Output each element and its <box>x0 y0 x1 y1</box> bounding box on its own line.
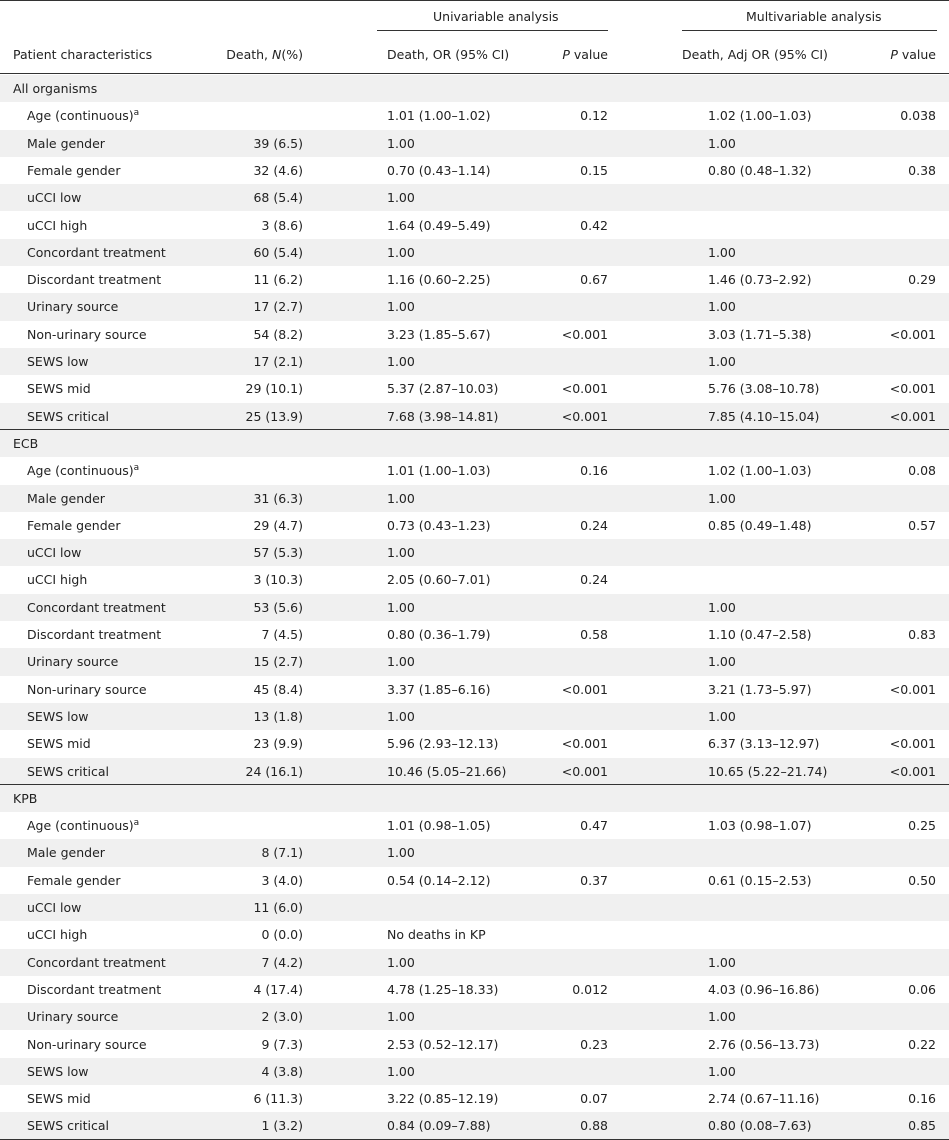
row-adj-or: 1.46 (0.73–2.92) <box>708 272 812 288</box>
section-title: All organisms <box>13 81 98 96</box>
row-characteristic: Female gender <box>27 162 121 178</box>
row-death-n: 68 (5.4) <box>253 190 303 206</box>
table-row-shade <box>0 1058 949 1085</box>
row-death-n: 39 (6.5) <box>253 135 303 151</box>
section-row <box>0 75 949 102</box>
row-death-or: 0.54 (0.14–2.12) <box>387 872 491 888</box>
row-adj-or: 2.76 (0.56–13.73) <box>708 1036 820 1052</box>
row-death-or: 3.23 (1.85–5.67) <box>387 326 491 342</box>
row-characteristic: Urinary source <box>27 1009 119 1025</box>
row-characteristic: SEWS critical <box>27 1118 109 1134</box>
row-characteristic: Non-urinary source <box>27 1036 147 1052</box>
row-p-value-adj: <0.001 <box>889 763 936 779</box>
row-death-or: 3.37 (1.85–6.16) <box>387 681 491 697</box>
row-death-n: 9 (7.3) <box>261 1036 303 1052</box>
row-death-or: 10.46 (5.05–21.66) <box>387 763 507 779</box>
row-adj-or: 1.00 <box>708 708 736 724</box>
row-death-or: 1.01 (1.00–1.03) <box>387 463 491 479</box>
row-death-or: 1.00 <box>387 490 415 506</box>
row-p-value-adj: 0.50 <box>908 872 936 888</box>
row-characteristic-text: Age (continuous) <box>27 463 134 479</box>
row-death-or: No deaths in KP <box>387 927 486 943</box>
row-p-value: 0.16 <box>580 463 608 479</box>
row-characteristic: Male gender <box>27 135 105 151</box>
row-death-n: 11 (6.0) <box>253 900 303 915</box>
row-death-or: 0.73 (0.43–1.23) <box>387 517 491 533</box>
row-characteristic: SEWS mid <box>27 1091 91 1107</box>
row-death-or: 5.96 (2.93–12.13) <box>387 736 499 752</box>
row-p-value-adj: 0.85 <box>908 1118 936 1134</box>
row-death-n: 32 (4.6) <box>253 162 303 178</box>
row-death-n: 25 (13.9) <box>245 408 303 424</box>
row-p-value: 0.47 <box>580 818 608 834</box>
row-p-value-adj: 0.83 <box>908 627 936 642</box>
row-characteristic: SEWS critical <box>27 763 109 779</box>
row-characteristic: Non-urinary source <box>27 326 147 342</box>
row-p-value: <0.001 <box>561 736 608 752</box>
row-adj-or: 1.10 (0.47–2.58) <box>708 627 812 642</box>
row-adj-or: 0.85 (0.49–1.48) <box>708 517 812 533</box>
row-death-n: 7 (4.5) <box>261 627 303 642</box>
row-death-n: 45 (8.4) <box>253 681 303 697</box>
row-characteristic: SEWS critical <box>27 408 109 424</box>
row-characteristic: uCCI high <box>27 572 88 588</box>
row-death-or: 1.00 <box>387 299 415 315</box>
row-characteristic: SEWS low <box>27 1063 89 1079</box>
row-death-n: 17 (2.7) <box>253 299 303 315</box>
row-p-value-adj: 0.16 <box>908 1091 936 1107</box>
row-death-n: 2 (3.0) <box>261 1009 303 1025</box>
row-p-value: 0.12 <box>580 108 608 124</box>
row-p-value-adj: 0.08 <box>908 463 936 479</box>
row-death-or: 1.00 <box>387 954 415 970</box>
row-death-n: 8 (7.1) <box>261 845 303 861</box>
row-characteristic: SEWS low <box>27 708 89 724</box>
row-death-or: 4.78 (1.25–18.33) <box>387 981 499 997</box>
row-p-value-adj: <0.001 <box>889 381 936 397</box>
univariable-header: Univariable analysis <box>433 9 559 24</box>
row-adj-or: 1.00 <box>708 490 736 506</box>
row-death-n: 31 (6.3) <box>253 490 303 506</box>
row-death-or: 2.05 (0.60–7.01) <box>387 572 491 588</box>
row-adj-or: 1.00 <box>708 135 736 151</box>
row-adj-or: 1.00 <box>708 299 736 315</box>
row-characteristic: SEWS low <box>27 354 89 369</box>
row-characteristic: Female gender <box>27 872 121 888</box>
row-p-value: 0.88 <box>580 1118 608 1134</box>
row-death-n: 60 (5.4) <box>253 244 303 260</box>
footnote-marker: a <box>133 817 140 828</box>
header-bottom-rule <box>0 73 949 74</box>
row-death-or: 1.01 (1.00–1.02) <box>387 108 491 124</box>
row-adj-or: 1.02 (1.00–1.03) <box>708 463 812 479</box>
row-adj-or: 3.03 (1.71–5.38) <box>708 326 812 342</box>
row-p-value: 0.67 <box>580 272 608 288</box>
row-p-value: <0.001 <box>561 326 608 342</box>
row-death-n: 53 (5.6) <box>253 599 303 615</box>
row-death-or: 1.64 (0.49–5.49) <box>387 217 491 233</box>
row-death-n: 24 (16.1) <box>245 763 303 779</box>
row-death-or: 0.84 (0.09–7.88) <box>387 1118 491 1134</box>
row-p-value: 0.24 <box>580 572 608 588</box>
row-characteristic: Concordant treatment <box>27 954 166 970</box>
col-header-p-value-adj: P value <box>890 47 936 62</box>
row-death-n: 29 (4.7) <box>253 517 303 533</box>
row-adj-or: 0.80 (0.48–1.32) <box>708 162 812 178</box>
row-characteristic: SEWS mid <box>27 736 91 752</box>
row-death-n: 6 (11.3) <box>253 1091 303 1107</box>
row-adj-or: 4.03 (0.96–16.86) <box>708 981 820 997</box>
row-death-or: 1.00 <box>387 190 415 206</box>
row-characteristic: Non-urinary source <box>27 681 147 697</box>
row-p-value: 0.42 <box>580 217 608 233</box>
row-death-or: 1.00 <box>387 545 415 561</box>
row-p-value-adj: <0.001 <box>889 681 936 697</box>
row-characteristic-text: Age (continuous) <box>27 108 134 124</box>
row-p-value: 0.58 <box>580 627 608 642</box>
row-death-or: 1.00 <box>387 654 415 670</box>
row-death-n: 3 (4.0) <box>261 872 303 888</box>
row-death-or: 1.00 <box>387 1063 415 1079</box>
row-adj-or: 1.02 (1.00–1.03) <box>708 108 812 124</box>
row-adj-or: 1.00 <box>708 599 736 615</box>
row-death-n: 4 (17.4) <box>253 981 303 997</box>
row-death-n: 13 (1.8) <box>253 708 303 724</box>
multivariable-header: Multivariable analysis <box>746 9 882 24</box>
row-characteristic: uCCI low <box>27 900 82 915</box>
row-characteristic: Urinary source <box>27 654 119 670</box>
row-death-or: 1.00 <box>387 708 415 724</box>
row-characteristic: uCCI high <box>27 927 88 943</box>
row-p-value-adj: 0.038 <box>900 108 936 124</box>
table-row-shade <box>0 130 949 157</box>
row-p-value-adj: 0.25 <box>908 818 936 834</box>
row-death-n: 0 (0.0) <box>261 927 303 943</box>
row-p-value: 0.012 <box>572 981 608 997</box>
row-adj-or: 1.00 <box>708 654 736 670</box>
row-death-or: 5.37 (2.87–10.03) <box>387 381 499 397</box>
row-p-value-adj: 0.38 <box>908 162 936 178</box>
section-row <box>0 430 949 457</box>
table-row-shade <box>0 293 949 320</box>
row-characteristic: Urinary source <box>27 299 119 315</box>
row-death-or: 1.00 <box>387 244 415 260</box>
col-header-death-adj-or: Death, Adj OR (95% CI) <box>682 47 828 62</box>
table-row-shade <box>0 539 949 566</box>
row-death-or: 1.01 (0.98–1.05) <box>387 818 491 834</box>
row-adj-or: 1.00 <box>708 1063 736 1079</box>
row-characteristic: uCCI low <box>27 190 82 206</box>
row-characteristic <box>27 108 139 124</box>
row-death-or: 7.68 (3.98–14.81) <box>387 408 499 424</box>
col-header-death-n: Death, N(%) <box>226 47 303 62</box>
row-death-or: 1.00 <box>387 845 415 861</box>
row-death-n: 54 (8.2) <box>253 326 303 342</box>
table-row-shade <box>0 485 949 512</box>
row-death-or: 2.53 (0.52–12.17) <box>387 1036 499 1052</box>
table-top-rule <box>0 0 949 1</box>
row-characteristic: uCCI low <box>27 545 82 561</box>
row-p-value: <0.001 <box>561 408 608 424</box>
row-p-value: 0.15 <box>580 162 608 178</box>
row-characteristic: Discordant treatment <box>27 272 162 288</box>
row-adj-or: 10.65 (5.22–21.74) <box>708 763 828 779</box>
row-death-or: 1.00 <box>387 135 415 151</box>
row-characteristic: Male gender <box>27 845 105 861</box>
row-adj-or: 0.61 (0.15–2.53) <box>708 872 812 888</box>
row-death-n: 7 (4.2) <box>261 954 303 970</box>
row-death-n: 17 (2.1) <box>253 354 303 369</box>
row-p-value-adj: 0.57 <box>908 517 936 533</box>
row-adj-or: 0.80 (0.08–7.63) <box>708 1118 812 1134</box>
row-adj-or: 5.76 (3.08–10.78) <box>708 381 820 397</box>
row-characteristic: SEWS mid <box>27 381 91 397</box>
row-p-value: 0.23 <box>580 1036 608 1052</box>
row-death-n: 29 (10.1) <box>245 381 303 397</box>
multivariable-underline <box>682 30 937 31</box>
row-p-value-adj: <0.001 <box>889 408 936 424</box>
table-row-shade <box>0 648 949 675</box>
row-p-value: <0.001 <box>561 381 608 397</box>
row-characteristic: Female gender <box>27 517 121 533</box>
row-death-n: 4 (3.8) <box>261 1063 303 1079</box>
footnote-marker: a <box>133 108 140 119</box>
row-adj-or: 1.00 <box>708 244 736 260</box>
col-header-characteristics: Patient characteristics <box>13 47 153 62</box>
univariable-underline <box>377 30 608 31</box>
row-death-n: 3 (8.6) <box>261 217 303 233</box>
row-death-or: 1.16 (0.60–2.25) <box>387 272 491 288</box>
row-adj-or: 1.00 <box>708 1009 736 1025</box>
row-p-value-adj: 0.22 <box>908 1036 936 1052</box>
table-row-shade <box>0 1003 949 1030</box>
row-p-value: 0.07 <box>580 1091 608 1107</box>
row-characteristic: Male gender <box>27 490 105 506</box>
row-characteristic <box>27 463 139 479</box>
table-row-shade <box>0 703 949 730</box>
row-characteristic: Discordant treatment <box>27 627 162 642</box>
row-p-value-adj: <0.001 <box>889 736 936 752</box>
row-death-or: 1.00 <box>387 1009 415 1025</box>
row-death-or: 1.00 <box>387 599 415 615</box>
row-p-value: 0.37 <box>580 872 608 888</box>
row-death-n: 23 (9.9) <box>253 736 303 752</box>
table-row-shade <box>0 839 949 866</box>
row-characteristic: uCCI high <box>27 217 88 233</box>
row-adj-or: 2.74 (0.67–11.16) <box>708 1091 820 1107</box>
row-p-value: <0.001 <box>561 681 608 697</box>
row-death-n: 3 (10.3) <box>253 572 303 588</box>
section-row <box>0 785 949 812</box>
row-p-value: 0.24 <box>580 517 608 533</box>
row-death-n: 11 (6.2) <box>253 272 303 288</box>
row-death-or: 0.80 (0.36–1.79) <box>387 627 491 642</box>
section-title: KPB <box>13 790 38 806</box>
row-adj-or: 1.00 <box>708 354 736 369</box>
row-characteristic-text: Age (continuous) <box>27 818 134 834</box>
row-death-n: 1 (3.2) <box>261 1118 303 1134</box>
row-characteristic: Concordant treatment <box>27 599 166 615</box>
row-death-or: 1.00 <box>387 354 415 369</box>
table-row-shade <box>0 894 949 921</box>
row-p-value-adj: 0.06 <box>908 981 936 997</box>
row-characteristic <box>27 818 139 834</box>
row-p-value-adj: <0.001 <box>889 326 936 342</box>
row-p-value-adj: 0.29 <box>908 272 936 288</box>
col-header-death-or: Death, OR (95% CI) <box>387 47 510 62</box>
row-death-or: 3.22 (0.85–12.19) <box>387 1091 499 1107</box>
section-title: ECB <box>13 435 39 451</box>
row-adj-or: 6.37 (3.13–12.97) <box>708 736 820 752</box>
row-adj-or: 1.03 (0.98–1.07) <box>708 818 812 834</box>
row-adj-or: 1.00 <box>708 954 736 970</box>
row-characteristic: Discordant treatment <box>27 981 162 997</box>
row-adj-or: 3.21 (1.73–5.97) <box>708 681 812 697</box>
table-row-shade <box>0 348 949 375</box>
row-characteristic: Concordant treatment <box>27 244 166 260</box>
table-row-shade <box>0 184 949 211</box>
row-death-or: 0.70 (0.43–1.14) <box>387 162 491 178</box>
row-death-n: 57 (5.3) <box>253 545 303 561</box>
row-death-n: 15 (2.7) <box>253 654 303 670</box>
col-header-p-value: P value <box>562 47 608 62</box>
row-adj-or: 7.85 (4.10–15.04) <box>708 408 820 424</box>
row-p-value: <0.001 <box>561 763 608 779</box>
footnote-marker: a <box>133 463 140 474</box>
